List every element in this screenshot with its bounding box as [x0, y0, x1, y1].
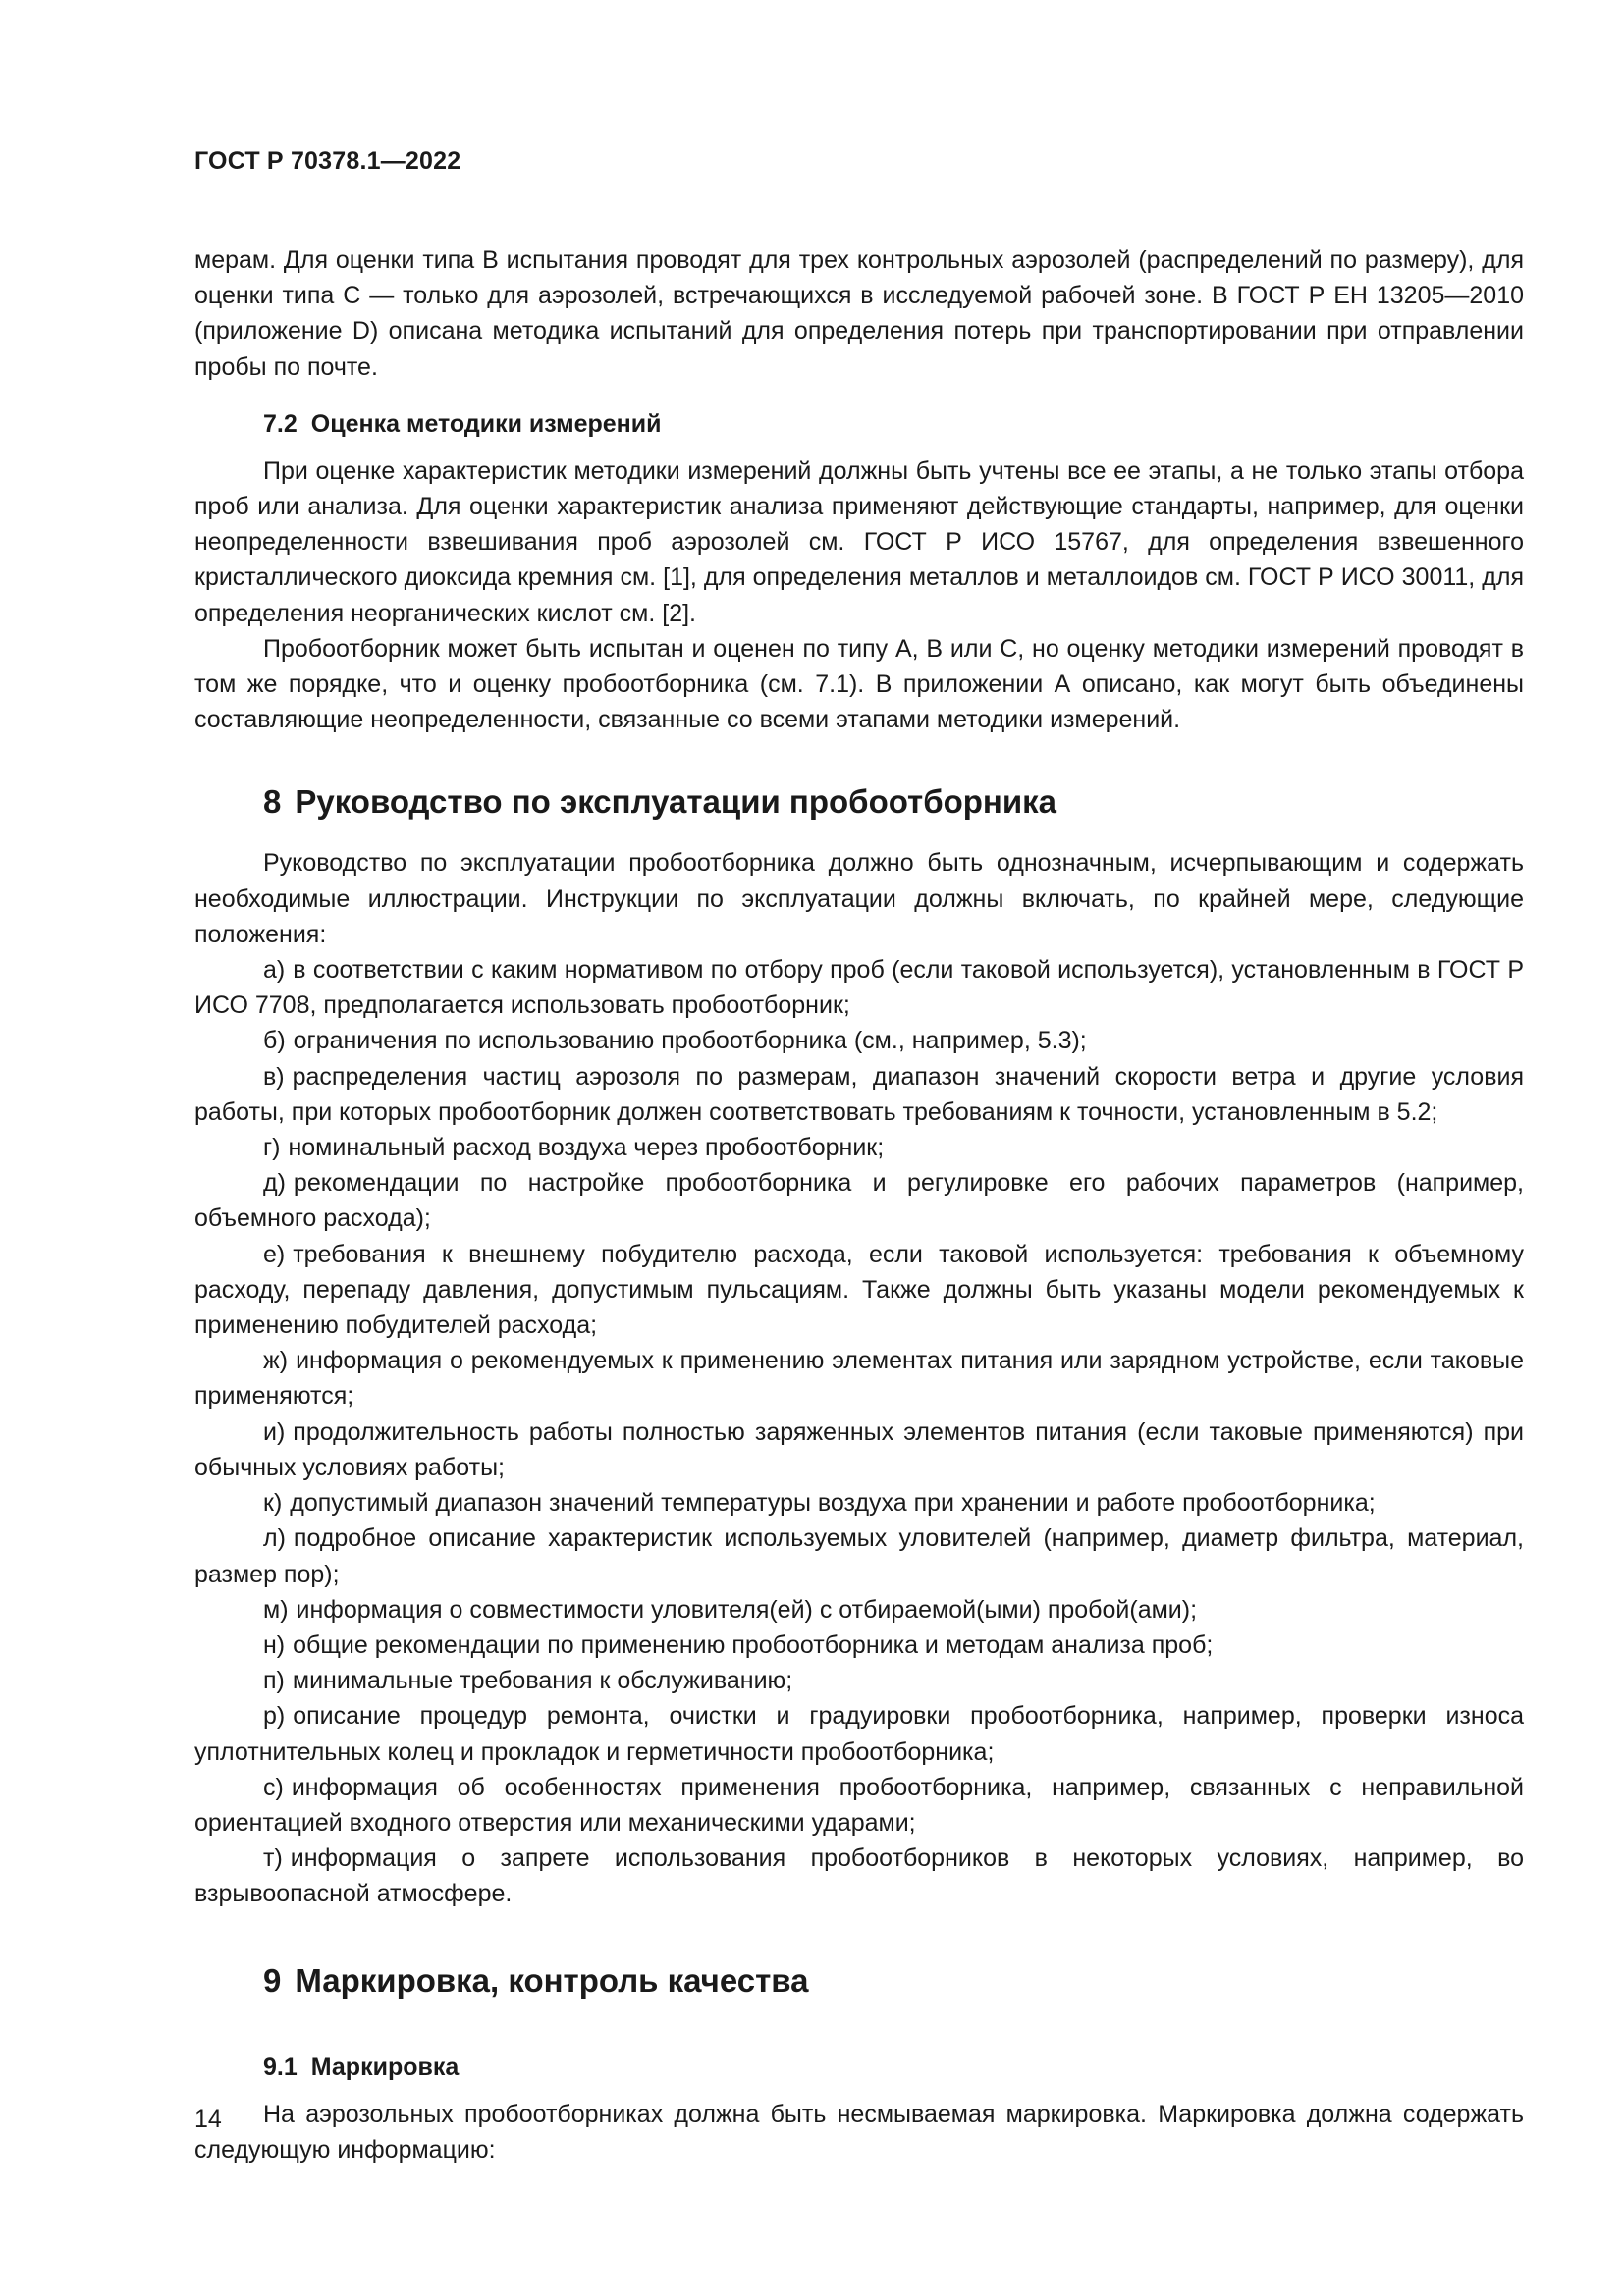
list-item [194, 1628, 1524, 1663]
subsection-title: Оценка методики измерений [310, 409, 662, 438]
list-item-marker: с) [263, 1773, 284, 1801]
subsection-title: Маркировка [310, 2053, 460, 2081]
list-item [194, 1415, 1524, 1485]
list-item [194, 1592, 1524, 1628]
list-item-marker: р) [263, 1702, 286, 1731]
list-item-text: распределения частиц аэрозоля по размерам, диапазон значений скорости ветра и другие условия работы, при которых пробоотборник должен соответствовать требованиям к точности, установленным в 5.2; [194, 1062, 1524, 1126]
list-item-marker: л) [263, 1524, 286, 1553]
subsection-number: 7.2 [263, 409, 298, 438]
section-title: Маркировка, контроль качества [295, 1961, 809, 1999]
section-8-heading [263, 782, 1524, 822]
list-item-text: минимальные требования к обслуживанию; [292, 1667, 793, 1695]
list-item-marker: н) [263, 1630, 286, 1659]
intro-paragraph: мерам. Для оценки типа В испытания проводят для трех контрольных аэрозолей (распределений по размеру), для оценки типа С — только для аэрозолей, встречающихся в исследуемой рабочей зоне. В ГОСТ Р ЕН 13205—2010 (приложение D) описана методика испытаний для определения потерь при транспортировании при отправлении пробы по почте. [194, 246, 1524, 381]
paragraph: Пробоотборник может быть испытан и оценен по типу А, В или С, но оценку методики измерений проводят в том же порядке, что и оценку пробоотборника (см. 7.1). В приложении А описано, как могут быть объединены составляющие неопределенности, связанные со всеми этапами методики измерений. [194, 634, 1524, 734]
list-item [194, 1698, 1524, 1769]
list-item [194, 1841, 1524, 1911]
requirements-list [194, 952, 1524, 1911]
list-item [194, 1023, 1524, 1058]
subsection-7-2-heading [263, 406, 1524, 442]
list-item-text: информация об особенностях применения пробоотборника, например, связанных с неправильной ориентацией входного отверстия или механическими ударами; [194, 1773, 1524, 1837]
list-item-text: информация о совместимости уловителя(ей) с отбираемой(ыми) пробой(ами); [296, 1595, 1198, 1624]
list-item-marker: е) [263, 1240, 286, 1268]
list-item [194, 1130, 1524, 1165]
list-item-text: в соответствии с каким нормативом по отбору проб (если таковой используется), установленным в ГОСТ Р ИСО 7708, предполагается использовать пробоотборник; [194, 956, 1524, 1020]
list-item-text: общие рекомендации по применению пробоотборника и методам анализа проб; [293, 1630, 1214, 1659]
document-page [194, 147, 1524, 2167]
list-item-text: продолжительность работы полностью заряженных элементов питания (если таковые применяются) при обычных условиях работы; [194, 1417, 1524, 1481]
list-item-text: подробное описание характеристик используемых уловителей (например, диаметр фильтра, материал, размер пор); [194, 1524, 1524, 1588]
list-item-text: номинальный расход воздуха через пробоотборник; [288, 1134, 885, 1162]
list-item-marker: м) [263, 1595, 289, 1624]
list-item-text: описание процедур ремонта, очистки и градуировки пробоотборника, например, проверки износа уплотнительных колец и прокладок и герметичности пробоотборника; [194, 1702, 1524, 1766]
list-item [194, 1770, 1524, 1841]
list-item-marker: б) [263, 1027, 286, 1055]
paragraph: При оценке характеристик методики измерений должны быть учтены все ее этапы, а не только этапы отбора проб или анализа. Для оценки характеристик анализа применяют действующие стандарты, например, для оценки неопределенности взвешивания проб аэрозолей см. ГОСТ Р ИСО 15767, для определения взвешенного кристаллического диоксида кремния см. [1], для определения металлов и металлоидов см. ГОСТ Р ИСО 30011, для определения неорганических кислот см. [2]. [194, 456, 1524, 627]
list-item-marker: ж) [263, 1347, 289, 1375]
section-title: Руководство по эксплуатации пробоотборника [295, 783, 1057, 821]
section-number: 8 [263, 783, 282, 821]
list-item-text: информация о запрете использования пробоотборников в некоторых условиях, например, во взрывоопасной атмосфере. [194, 1844, 1524, 1908]
section-number: 9 [263, 1961, 282, 1999]
list-item-marker: т) [263, 1844, 283, 1873]
list-item [194, 1485, 1524, 1521]
page-number: 14 [194, 2106, 222, 2133]
list-item-marker: д) [263, 1169, 286, 1198]
list-item-text: информация о рекомендуемых к применению элементах питания или зарядном устройстве, если таковые применяются; [194, 1347, 1524, 1411]
document-code-header: ГОСТ Р 70378.1—2022 [194, 147, 461, 175]
list-item-text: рекомендации по настройке пробоотборника и регулировке его рабочих параметров (например, объемного расхода); [194, 1169, 1524, 1233]
list-item-text: допустимый диапазон значений температуры воздуха при хранении и работе пробоотборника; [290, 1489, 1376, 1518]
subsection-number: 9.1 [263, 2053, 298, 2081]
list-item-marker: к) [263, 1489, 283, 1518]
list-item [194, 952, 1524, 1023]
list-item [194, 1521, 1524, 1591]
paragraph: На аэрозольных пробоотборниках должна быть несмываемая маркировка. Маркировка должна содержать следующую информацию: [194, 2100, 1524, 2163]
list-item-marker: г) [263, 1134, 281, 1162]
list-item-marker: а) [263, 956, 286, 985]
section-9-heading [263, 1961, 1524, 2001]
paragraph: Руководство по эксплуатации пробоотборника должно быть однозначным, исчерпывающим и содержать необходимые иллюстрации. Инструкции по эксплуатации должны включать, по крайней мере, следующие положения: [194, 849, 1524, 948]
list-item [194, 1165, 1524, 1236]
list-item-text: ограничения по использованию пробоотборника (см., например, 5.3); [293, 1027, 1087, 1055]
list-item [194, 1059, 1524, 1130]
list-item-text: требования к внешнему побудителю расхода, если таковой используется: требования к объемному расходу, перепаду давления, допустимым пульсациям. Также должны быть указаны модели рекомендуемых к применению побудителей расхода; [194, 1240, 1524, 1340]
list-item [194, 1343, 1524, 1414]
list-item-marker: в) [263, 1062, 285, 1091]
list-item [194, 1663, 1524, 1698]
list-item-marker: и) [263, 1417, 286, 1446]
subsection-9-1-heading [263, 2050, 1524, 2085]
list-item [194, 1237, 1524, 1344]
list-item-marker: п) [263, 1667, 285, 1695]
